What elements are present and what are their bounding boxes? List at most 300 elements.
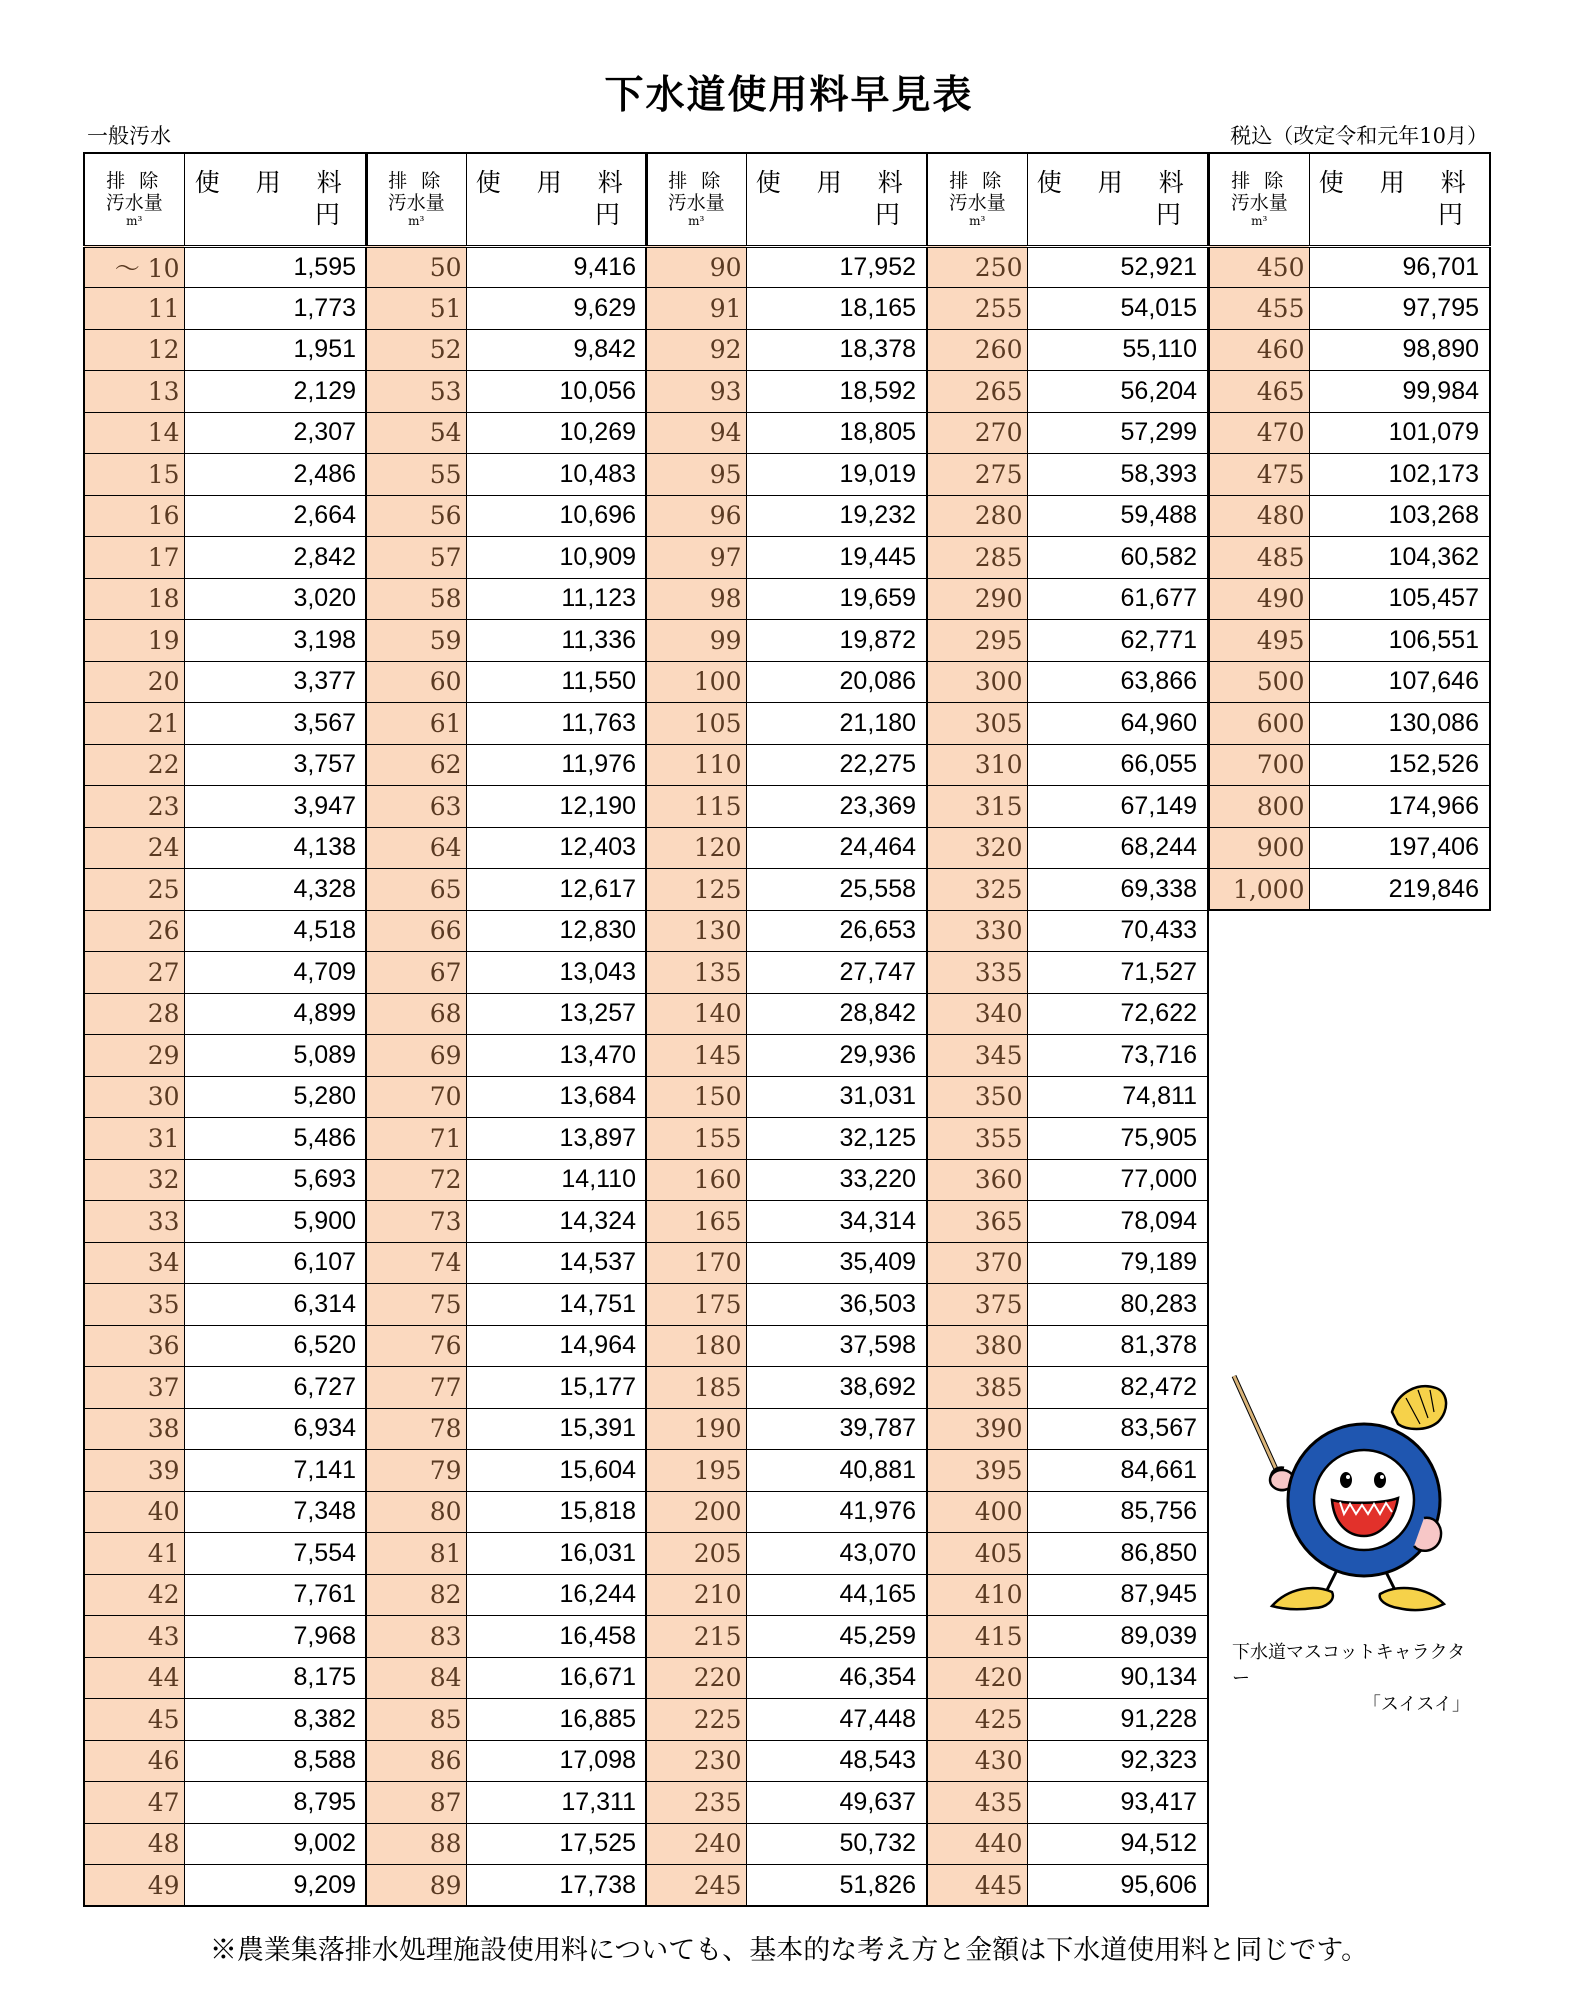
- volume-cell: 445: [927, 1865, 1027, 1907]
- volume-cell: 33: [84, 1201, 184, 1243]
- fee-cell: 29,936: [746, 1035, 927, 1077]
- table-row: [1209, 703, 1490, 745]
- volume-cell: 51: [366, 288, 466, 330]
- table-row: [646, 744, 927, 786]
- table-row: [84, 1076, 367, 1118]
- fee-cell: 10,269: [466, 412, 647, 454]
- table-row: [646, 1616, 927, 1658]
- fee-cell: 31,031: [746, 1076, 927, 1118]
- volume-cell: 35: [84, 1284, 184, 1326]
- volume-cell: 365: [927, 1201, 1027, 1243]
- fee-cell: 12,617: [466, 869, 647, 911]
- table-row: [84, 1367, 367, 1409]
- table-row: [366, 1284, 647, 1326]
- volume-cell: 105: [646, 703, 746, 745]
- table-row: [84, 1574, 367, 1616]
- fee-cell: 67,149: [1027, 786, 1208, 828]
- header-row: [646, 153, 927, 246]
- page-title: 下水道使用料早見表: [604, 73, 974, 118]
- fee-cell: 70,433: [1027, 910, 1208, 952]
- table-row: [84, 1740, 367, 1782]
- table-row: [366, 454, 647, 496]
- table-row: [366, 1367, 647, 1409]
- volume-cell: 71: [366, 1118, 466, 1160]
- volume-cell: 150: [646, 1076, 746, 1118]
- fee-cell: 3,198: [184, 620, 367, 662]
- table-row: [646, 1823, 927, 1865]
- volume-cell: 26: [84, 910, 184, 952]
- fee-cell: 10,483: [466, 454, 647, 496]
- fee-cell: 16,031: [466, 1533, 647, 1575]
- volume-cell: 125: [646, 869, 746, 911]
- volume-cell: 170: [646, 1242, 746, 1284]
- volume-cell: 22: [84, 744, 184, 786]
- table-row: [646, 1118, 927, 1160]
- fee-cell: 32,125: [746, 1118, 927, 1160]
- fee-cell: 49,637: [746, 1782, 927, 1824]
- table-row: [84, 329, 367, 371]
- fee-cell: 14,751: [466, 1284, 647, 1326]
- table-row: [927, 329, 1208, 371]
- volume-cell: 54: [366, 412, 466, 454]
- volume-header-l3: m³: [1251, 214, 1268, 229]
- volume-cell: 235: [646, 1782, 746, 1824]
- table-row: [84, 1699, 367, 1741]
- table-row: [927, 1699, 1208, 1741]
- table-row: [927, 495, 1208, 537]
- table-row: [1209, 578, 1490, 620]
- table-row: [84, 1201, 367, 1243]
- fee-header-l2: 円: [314, 200, 340, 230]
- volume-cell: 345: [927, 1035, 1027, 1077]
- table-row: [927, 1740, 1208, 1782]
- fee-cell: 17,311: [466, 1782, 647, 1824]
- fee-cell: 9,209: [184, 1865, 367, 1907]
- table-row: [927, 1657, 1208, 1699]
- fee-cell: 174,966: [1309, 786, 1490, 828]
- table-row: [927, 993, 1208, 1035]
- table-row: [927, 537, 1208, 579]
- volume-cell: 82: [366, 1574, 466, 1616]
- fee-cell: 7,141: [184, 1450, 367, 1492]
- fee-cell: 45,259: [746, 1616, 927, 1658]
- volume-cell: 255: [927, 288, 1027, 330]
- volume-cell: 93: [646, 371, 746, 413]
- table-row: [646, 1201, 927, 1243]
- fee-cell: 5,486: [184, 1118, 367, 1160]
- table-row: [366, 1574, 647, 1616]
- table-row: [646, 1408, 927, 1450]
- fee-cell: 2,129: [184, 371, 367, 413]
- table-row: [927, 371, 1208, 413]
- volume-cell: 72: [366, 1159, 466, 1201]
- volume-cell: 87: [366, 1782, 466, 1824]
- table-row: [646, 869, 927, 911]
- fee-cell: 15,391: [466, 1408, 647, 1450]
- table-row: [366, 1657, 647, 1699]
- table-row: [366, 620, 647, 662]
- volume-cell: 44: [84, 1657, 184, 1699]
- volume-cell: 52: [366, 329, 466, 371]
- fee-cell: 18,165: [746, 288, 927, 330]
- fee-column-header: [746, 153, 927, 246]
- fee-table-block-3: [645, 152, 928, 1907]
- table-row: [366, 1782, 647, 1824]
- volume-cell: 86: [366, 1740, 466, 1782]
- table-row: [646, 1076, 927, 1118]
- volume-cell: 120: [646, 827, 746, 869]
- fee-cell: 72,622: [1027, 993, 1208, 1035]
- fee-cell: 9,629: [466, 288, 647, 330]
- fee-cell: 12,190: [466, 786, 647, 828]
- table-row: [366, 1201, 647, 1243]
- table-row: [366, 1491, 647, 1533]
- fee-cell: 13,470: [466, 1035, 647, 1077]
- fee-cell: 19,659: [746, 578, 927, 620]
- fee-cell: 14,964: [466, 1325, 647, 1367]
- volume-header-l2: 汚水量: [1230, 192, 1288, 215]
- volume-cell: 900: [1209, 827, 1309, 869]
- fee-cell: 80,283: [1027, 1284, 1208, 1326]
- fee-cell: 6,107: [184, 1242, 367, 1284]
- volume-cell: 49: [84, 1865, 184, 1907]
- fee-cell: 8,382: [184, 1699, 367, 1741]
- table-row: [84, 1242, 367, 1284]
- table-row: [1209, 827, 1490, 869]
- mascot-caption-line1: 下水道マスコットキャラクター: [1232, 1642, 1466, 1689]
- volume-cell: 700: [1209, 744, 1309, 786]
- volume-cell: 460: [1209, 329, 1309, 371]
- volume-header-l2: 汚水量: [387, 192, 445, 215]
- volume-cell: 97: [646, 537, 746, 579]
- fee-cell: 97,795: [1309, 288, 1490, 330]
- table-row: [646, 786, 927, 828]
- table-row: [927, 1076, 1208, 1118]
- table-row: [646, 620, 927, 662]
- fee-cell: 35,409: [746, 1242, 927, 1284]
- fee-cell: 9,002: [184, 1823, 367, 1865]
- table-row: [366, 952, 647, 994]
- volume-cell: 99: [646, 620, 746, 662]
- fee-cell: 37,598: [746, 1325, 927, 1367]
- table-row: [646, 371, 927, 413]
- volume-cell: 395: [927, 1450, 1027, 1492]
- fee-cell: 10,056: [466, 371, 647, 413]
- fee-cell: 10,909: [466, 537, 647, 579]
- table-row: [927, 1118, 1208, 1160]
- volume-cell: 12: [84, 329, 184, 371]
- table-row: [366, 1035, 647, 1077]
- fee-cell: 77,000: [1027, 1159, 1208, 1201]
- volume-header-l1: 排 除: [949, 170, 1006, 193]
- table-row: [366, 1159, 647, 1201]
- fee-cell: 16,885: [466, 1699, 647, 1741]
- fee-cell: 89,039: [1027, 1616, 1208, 1658]
- volume-cell: 330: [927, 910, 1027, 952]
- volume-cell: 66: [366, 910, 466, 952]
- fee-cell: 19,232: [746, 495, 927, 537]
- table-row: [84, 869, 367, 911]
- mascot-caption: [1190, 1640, 1480, 1718]
- table-row: [1209, 371, 1490, 413]
- table-row: [84, 1408, 367, 1450]
- fee-cell: 9,842: [466, 329, 647, 371]
- header-row: [1209, 153, 1490, 246]
- volume-cell: 92: [646, 329, 746, 371]
- fee-cell: 36,503: [746, 1284, 927, 1326]
- fee-cell: 43,070: [746, 1533, 927, 1575]
- fee-cell: 74,811: [1027, 1076, 1208, 1118]
- volume-cell: 385: [927, 1367, 1027, 1409]
- fee-cell: 22,275: [746, 744, 927, 786]
- volume-cell: 18: [84, 578, 184, 620]
- volume-cell: 300: [927, 661, 1027, 703]
- fee-cell: 3,567: [184, 703, 367, 745]
- fee-cell: 52,921: [1027, 246, 1208, 288]
- fee-cell: 2,307: [184, 412, 367, 454]
- volume-cell: 200: [646, 1491, 746, 1533]
- table-row: [84, 1118, 367, 1160]
- table-row: [646, 910, 927, 952]
- volume-cell: 38: [84, 1408, 184, 1450]
- fee-cell: 93,417: [1027, 1782, 1208, 1824]
- table-row: [366, 1325, 647, 1367]
- fee-cell: 18,592: [746, 371, 927, 413]
- volume-cell: 310: [927, 744, 1027, 786]
- volume-cell: 375: [927, 1284, 1027, 1326]
- volume-header-l3: m³: [969, 214, 986, 229]
- table-row: [927, 454, 1208, 496]
- fee-cell: 96,701: [1309, 246, 1490, 288]
- fee-cell: 11,763: [466, 703, 647, 745]
- volume-column-header: [646, 153, 746, 246]
- volume-cell: 315: [927, 786, 1027, 828]
- volume-header-l1: 排 除: [668, 170, 725, 193]
- fee-cell: 16,671: [466, 1657, 647, 1699]
- volume-cell: 74: [366, 1242, 466, 1284]
- volume-cell: ～ 10: [84, 246, 184, 288]
- table-row: [84, 1533, 367, 1575]
- table-row: [84, 744, 367, 786]
- table-row: [84, 288, 367, 330]
- fee-cell: 19,445: [746, 537, 927, 579]
- table-row: [646, 1699, 927, 1741]
- fee-cell: 4,518: [184, 910, 367, 952]
- fee-cell: 4,328: [184, 869, 367, 911]
- volume-cell: 115: [646, 786, 746, 828]
- volume-cell: 91: [646, 288, 746, 330]
- volume-cell: 320: [927, 827, 1027, 869]
- volume-cell: 465: [1209, 371, 1309, 413]
- fee-cell: 8,175: [184, 1657, 367, 1699]
- fee-cell: 98,890: [1309, 329, 1490, 371]
- volume-header-l1: 排 除: [1231, 170, 1288, 193]
- fee-cell: 13,897: [466, 1118, 647, 1160]
- fee-column-header: [1027, 153, 1208, 246]
- table-row: [646, 1657, 927, 1699]
- fee-cell: 1,773: [184, 288, 367, 330]
- table-row: [646, 412, 927, 454]
- volume-cell: 30: [84, 1076, 184, 1118]
- volume-cell: 47: [84, 1782, 184, 1824]
- table-row: [927, 661, 1208, 703]
- fee-header-l2: 円: [594, 200, 620, 230]
- fee-cell: 91,228: [1027, 1699, 1208, 1741]
- fee-cell: 16,458: [466, 1616, 647, 1658]
- volume-cell: 380: [927, 1325, 1027, 1367]
- fee-cell: 1,951: [184, 329, 367, 371]
- fee-cell: 6,727: [184, 1367, 367, 1409]
- table-row: [1209, 495, 1490, 537]
- fee-column-header: [184, 153, 367, 246]
- volume-cell: 76: [366, 1325, 466, 1367]
- table-row: [646, 661, 927, 703]
- fee-cell: 75,905: [1027, 1118, 1208, 1160]
- table-row: [927, 246, 1208, 288]
- table-row: [1209, 869, 1490, 911]
- table-row: [366, 288, 647, 330]
- table-row: [84, 1616, 367, 1658]
- volume-cell: 230: [646, 1740, 746, 1782]
- fee-cell: 2,842: [184, 537, 367, 579]
- volume-header-l3: m³: [688, 214, 705, 229]
- fee-cell: 86,850: [1027, 1533, 1208, 1575]
- volume-cell: 37: [84, 1367, 184, 1409]
- volume-column-header: [84, 153, 184, 246]
- fee-cell: 18,805: [746, 412, 927, 454]
- fee-cell: 21,180: [746, 703, 927, 745]
- fee-cell: 17,098: [466, 1740, 647, 1782]
- table-row: [366, 1450, 647, 1492]
- table-row: [366, 1533, 647, 1575]
- fee-cell: 13,684: [466, 1076, 647, 1118]
- table-row: [84, 1159, 367, 1201]
- volume-cell: 340: [927, 993, 1027, 1035]
- table-row: [1209, 246, 1490, 288]
- table-row: [84, 246, 367, 288]
- volume-cell: 46: [84, 1740, 184, 1782]
- table-row: [646, 1159, 927, 1201]
- fee-cell: 60,582: [1027, 537, 1208, 579]
- fee-header-l2: 円: [874, 200, 900, 230]
- volume-cell: 29: [84, 1035, 184, 1077]
- volume-cell: 500: [1209, 661, 1309, 703]
- table-row: [84, 495, 367, 537]
- fee-cell: 68,244: [1027, 827, 1208, 869]
- table-row: [366, 412, 647, 454]
- table-row: [646, 1491, 927, 1533]
- table-row: [84, 786, 367, 828]
- fee-cell: 40,881: [746, 1450, 927, 1492]
- table-row: [366, 1118, 647, 1160]
- fee-cell: 23,369: [746, 786, 927, 828]
- table-row: [84, 661, 367, 703]
- table-row: [84, 1865, 367, 1907]
- volume-cell: 205: [646, 1533, 746, 1575]
- volume-cell: 69: [366, 1035, 466, 1077]
- volume-cell: 73: [366, 1201, 466, 1243]
- volume-cell: 70: [366, 1076, 466, 1118]
- table-row: [366, 246, 647, 288]
- table-row: [927, 786, 1208, 828]
- table-row: [84, 371, 367, 413]
- volume-cell: 355: [927, 1118, 1027, 1160]
- table-row: [646, 1782, 927, 1824]
- fee-cell: 105,457: [1309, 578, 1490, 620]
- table-row: [84, 1035, 367, 1077]
- volume-cell: 28: [84, 993, 184, 1035]
- fee-cell: 27,747: [746, 952, 927, 994]
- volume-header-l1: 排 除: [388, 170, 445, 193]
- fee-cell: 90,134: [1027, 1657, 1208, 1699]
- table-row: [366, 827, 647, 869]
- mascot-suisui-illustration: [1222, 1368, 1472, 1633]
- fee-cell: 6,520: [184, 1325, 367, 1367]
- volume-cell: 15: [84, 454, 184, 496]
- volume-cell: 240: [646, 1823, 746, 1865]
- header-row: [84, 153, 367, 246]
- volume-cell: 63: [366, 786, 466, 828]
- volume-cell: 83: [366, 1616, 466, 1658]
- volume-cell: 195: [646, 1450, 746, 1492]
- table-row: [366, 786, 647, 828]
- fee-cell: 3,757: [184, 744, 367, 786]
- volume-cell: 110: [646, 744, 746, 786]
- table-row: [366, 1740, 647, 1782]
- fee-cell: 26,653: [746, 910, 927, 952]
- volume-cell: 440: [927, 1823, 1027, 1865]
- table-row: [646, 537, 927, 579]
- volume-cell: 275: [927, 454, 1027, 496]
- table-row: [84, 537, 367, 579]
- fee-cell: 7,761: [184, 1574, 367, 1616]
- table-row: [366, 661, 647, 703]
- fee-cell: 39,787: [746, 1408, 927, 1450]
- table-row: [84, 1325, 367, 1367]
- table-row: [84, 1491, 367, 1533]
- fee-cell: 58,393: [1027, 454, 1208, 496]
- volume-cell: 325: [927, 869, 1027, 911]
- volume-cell: 800: [1209, 786, 1309, 828]
- volume-cell: 390: [927, 1408, 1027, 1450]
- fee-cell: 5,280: [184, 1076, 367, 1118]
- volume-cell: 78: [366, 1408, 466, 1450]
- volume-cell: 98: [646, 578, 746, 620]
- fee-cell: 15,177: [466, 1367, 647, 1409]
- table-row: [366, 1865, 647, 1907]
- volume-cell: 16: [84, 495, 184, 537]
- fee-cell: 54,015: [1027, 288, 1208, 330]
- table-row: [1209, 786, 1490, 828]
- volume-cell: 485: [1209, 537, 1309, 579]
- volume-cell: 155: [646, 1118, 746, 1160]
- volume-cell: 360: [927, 1159, 1027, 1201]
- table-row: [927, 412, 1208, 454]
- table-row: [366, 1242, 647, 1284]
- table-row: [927, 1408, 1208, 1450]
- table-row: [366, 1616, 647, 1658]
- table-row: [366, 869, 647, 911]
- volume-cell: 180: [646, 1325, 746, 1367]
- footnote: ※農業集落排水処理施設使用料についても、基本的な考え方と金額は下水道使用料と同じです。: [209, 1935, 1369, 1966]
- table-row: [927, 1159, 1208, 1201]
- fee-cell: 34,314: [746, 1201, 927, 1243]
- volume-cell: 290: [927, 578, 1027, 620]
- fee-cell: 84,661: [1027, 1450, 1208, 1492]
- fee-table-block-1: [83, 152, 368, 1907]
- fee-cell: 79,189: [1027, 1242, 1208, 1284]
- table-row: [927, 1823, 1208, 1865]
